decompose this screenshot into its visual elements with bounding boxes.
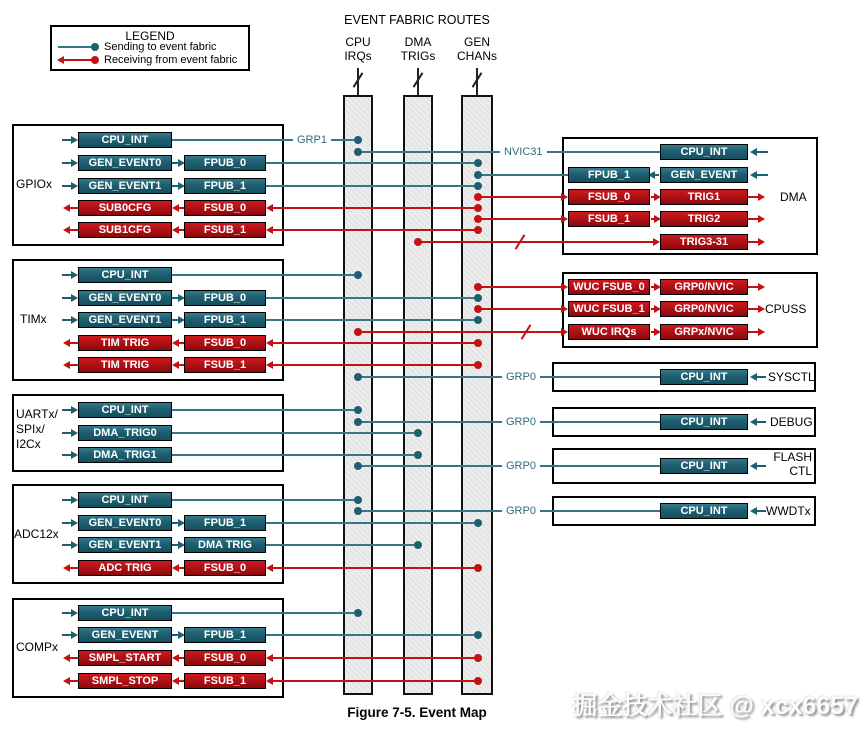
arrow	[748, 308, 758, 310]
arrow	[62, 139, 71, 141]
event-box: GEN_EVENT1	[78, 312, 172, 328]
event-box: SUB1CFG	[78, 222, 172, 238]
route-line	[478, 286, 561, 288]
block-label-debug: DEBUG	[770, 415, 813, 429]
route-label-grp0: GRP0	[502, 416, 540, 428]
event-box: FPUB_1	[184, 178, 266, 194]
route-line	[478, 174, 568, 176]
column-header-dma-trigs	[395, 35, 441, 63]
event-box: FSUB_1	[568, 211, 650, 227]
event-box: CPU_INT	[78, 402, 172, 418]
event-box: GRPx/NVIC	[660, 324, 748, 340]
arrow	[757, 510, 766, 512]
legend-send-label: Sending to event fabric	[104, 41, 217, 53]
legend-send-dot	[91, 43, 99, 51]
event-box: WUC FSUB_0	[568, 279, 650, 295]
legend-send-line-sample	[58, 46, 94, 48]
block-label-line: UARTx/	[16, 407, 58, 421]
event-box: GEN_EVENT0	[78, 155, 172, 171]
block-label-flash-ctl	[755, 450, 812, 478]
column-header-line: CHANs	[456, 49, 497, 63]
route-line	[266, 297, 474, 299]
connection-dot	[354, 609, 362, 617]
connection-dot	[474, 339, 482, 347]
connection-dot	[414, 429, 422, 437]
event-box: CPU_INT	[660, 414, 748, 430]
arrow	[757, 174, 768, 176]
block-label-dma: DMA	[780, 190, 807, 204]
route-line	[273, 207, 478, 209]
event-box: CPU_INT	[78, 492, 172, 508]
column-header-gen-chans	[452, 35, 502, 63]
arrow	[748, 218, 758, 220]
connection-dot	[474, 226, 482, 234]
arrow	[62, 522, 71, 524]
column-header-line: GEN	[463, 35, 490, 49]
block-label-line: I2Cx	[16, 437, 41, 451]
connection-dot	[474, 171, 482, 179]
event-box: FPUB_0	[184, 290, 266, 306]
event-box: CPU_INT	[660, 369, 748, 385]
arrow	[172, 162, 178, 164]
event-box: CPU_INT	[78, 605, 172, 621]
route-line	[172, 454, 414, 456]
block-label-gpiox: GPIOx	[16, 177, 53, 191]
column-header-line: IRQs	[344, 49, 372, 63]
connection-dot	[474, 631, 482, 639]
column-header-cpu-irqs	[335, 35, 381, 63]
connection-dot	[474, 182, 482, 190]
event-box: GEN_EVENT	[660, 167, 748, 183]
event-box: FSUB_0	[184, 560, 266, 576]
figure-caption: Figure 7-5. Event Map	[347, 705, 487, 720]
block-label-timx: TIMx	[20, 312, 47, 326]
route-label-grp0: GRP0	[502, 371, 540, 383]
arrow	[62, 297, 71, 299]
block-label-uart-spi-i2c	[16, 407, 58, 452]
column-header-line: TRIGs	[400, 49, 436, 63]
event-box: FPUB_1	[184, 312, 266, 328]
event-box: SMPL_STOP	[78, 673, 172, 689]
route-line	[266, 185, 474, 187]
route-line	[266, 544, 414, 546]
arrow	[62, 274, 71, 276]
arrow	[757, 421, 766, 423]
arrow	[172, 319, 178, 321]
connection-dot	[414, 541, 422, 549]
event-box: DMA_TRIG1	[78, 447, 172, 463]
connection-dot	[354, 507, 362, 515]
connection-dot	[474, 283, 482, 291]
arrow	[62, 409, 71, 411]
arrow	[172, 297, 178, 299]
event-box: CPU_INT	[78, 267, 172, 283]
block-label-wwdtx: WWDTx	[766, 504, 811, 518]
route-line	[172, 612, 354, 614]
event-box: FPUB_1	[568, 167, 650, 183]
route-line	[266, 634, 474, 636]
connection-dot	[474, 193, 482, 201]
arrow	[172, 544, 178, 546]
connection-dot	[474, 677, 482, 685]
arrow	[62, 319, 71, 321]
route-line	[172, 499, 354, 501]
arrow	[757, 465, 766, 467]
arrow	[172, 185, 178, 187]
arrow	[651, 308, 654, 310]
event-box: FPUB_1	[184, 515, 266, 531]
event-box: TRIG3-31	[660, 234, 748, 250]
connection-dot	[474, 294, 482, 302]
connection-dot	[474, 564, 482, 572]
connection-dot	[354, 136, 362, 144]
route-line	[273, 364, 478, 366]
arrow	[62, 185, 71, 187]
arrow	[757, 151, 768, 153]
route-line	[273, 567, 478, 569]
event-box: FSUB_1	[184, 222, 266, 238]
route-label-grp0: GRP0	[502, 505, 540, 517]
event-box: CPU_INT	[660, 144, 748, 160]
event-box: TIM TRIG	[78, 357, 172, 373]
diagram-title: EVENT FABRIC ROUTES	[344, 13, 490, 27]
column-header-line: CPU	[345, 35, 371, 49]
block-label-adc12x: ADC12x	[14, 527, 59, 541]
event-box: FSUB_1	[184, 357, 266, 373]
event-box: TRIG2	[660, 211, 748, 227]
connection-dot	[354, 462, 362, 470]
arrow	[62, 432, 71, 434]
connection-dot	[354, 148, 362, 156]
event-box: TIM TRIG	[78, 335, 172, 351]
event-box: GEN_EVENT	[78, 627, 172, 643]
legend-title: LEGEND	[125, 29, 175, 43]
connection-dot	[414, 238, 422, 246]
route-line	[418, 241, 653, 243]
connection-dot	[354, 406, 362, 414]
event-box: CPU_INT	[660, 503, 748, 519]
connection-dot	[474, 654, 482, 662]
arrow	[651, 196, 654, 198]
arrow	[757, 376, 766, 378]
route-line	[273, 657, 478, 659]
arrow	[62, 544, 71, 546]
connection-dot	[474, 215, 482, 223]
arrow	[172, 634, 178, 636]
legend-receive-label: Receiving from event fabric	[104, 54, 238, 66]
event-box: SUB0CFG	[78, 200, 172, 216]
route-label-nvic31: NVIC31	[500, 146, 547, 158]
connection-dot	[354, 496, 362, 504]
event-box: DMA_TRIG0	[78, 425, 172, 441]
block-label-cpuss: CPUSS	[765, 302, 807, 316]
event-box: GEN_EVENT1	[78, 178, 172, 194]
route-line	[273, 342, 478, 344]
event-box: SMPL_START	[78, 650, 172, 666]
event-box: WUC IRQs	[568, 324, 650, 340]
route-line	[273, 229, 478, 231]
connection-dot	[354, 271, 362, 279]
arrow	[655, 174, 659, 176]
event-box: FPUB_1	[184, 627, 266, 643]
event-box: CPU_INT	[78, 132, 172, 148]
block-label-compx: COMPx	[16, 640, 58, 654]
route-line	[172, 432, 414, 434]
arrow	[651, 286, 654, 288]
legend-receive-arrow-sample	[64, 59, 94, 61]
event-box: FSUB_0	[184, 200, 266, 216]
event-box: ADC TRIG	[78, 560, 172, 576]
route-line	[478, 308, 561, 310]
event-box: FSUB_0	[568, 189, 650, 205]
event-box: FSUB_0	[184, 335, 266, 351]
route-line	[358, 331, 561, 333]
block-label-line: FLASH	[773, 450, 812, 464]
arrow	[748, 241, 758, 243]
event-box: GRP0/NVIC	[660, 279, 748, 295]
route-line	[266, 522, 474, 524]
arrow	[748, 196, 758, 198]
connection-dot	[474, 361, 482, 369]
event-box: GEN_EVENT0	[78, 515, 172, 531]
route-line	[172, 409, 354, 411]
connection-dot	[474, 204, 482, 212]
connection-dot	[474, 159, 482, 167]
arrow	[172, 522, 178, 524]
arrow	[62, 612, 71, 614]
event-box: GEN_EVENT1	[78, 537, 172, 553]
event-box: FSUB_0	[184, 650, 266, 666]
arrow	[62, 162, 71, 164]
connection-dot	[354, 418, 362, 426]
event-box: FSUB_1	[184, 673, 266, 689]
block-label-line: CTL	[789, 464, 812, 478]
arrow	[62, 634, 71, 636]
route-label-grp1: GRP1	[293, 134, 331, 146]
arrow	[748, 286, 758, 288]
route-line	[478, 196, 561, 198]
route-line	[478, 218, 561, 220]
arrow	[651, 331, 654, 333]
route-line	[266, 162, 474, 164]
connection-dot	[474, 305, 482, 313]
event-box: WUC FSUB_1	[568, 301, 650, 317]
event-box: FPUB_0	[184, 155, 266, 171]
event-box: DMA TRIG	[184, 537, 266, 553]
event-box: TRIG1	[660, 189, 748, 205]
watermark: 掘金技术社区 @ xcx6657	[572, 692, 858, 720]
arrow	[748, 331, 758, 333]
event-box: CPU_INT	[660, 458, 748, 474]
route-label-grp0: GRP0	[502, 460, 540, 472]
arrow	[651, 218, 654, 220]
event-box: GRP0/NVIC	[660, 301, 748, 317]
arrow	[62, 499, 71, 501]
route-line	[266, 319, 474, 321]
block-label-line: SPIx/	[16, 422, 45, 436]
event-box: GEN_EVENT0	[78, 290, 172, 306]
column-header-line: DMA	[404, 35, 432, 49]
arrow	[62, 454, 71, 456]
legend-receive-dot	[91, 56, 99, 64]
connection-dot	[474, 316, 482, 324]
connection-dot	[354, 328, 362, 336]
block-label-sysctl: SYSCTL	[768, 370, 815, 384]
connection-dot	[354, 373, 362, 381]
route-line	[172, 274, 354, 276]
connection-dot	[414, 451, 422, 459]
connection-dot	[474, 519, 482, 527]
route-line	[273, 680, 478, 682]
